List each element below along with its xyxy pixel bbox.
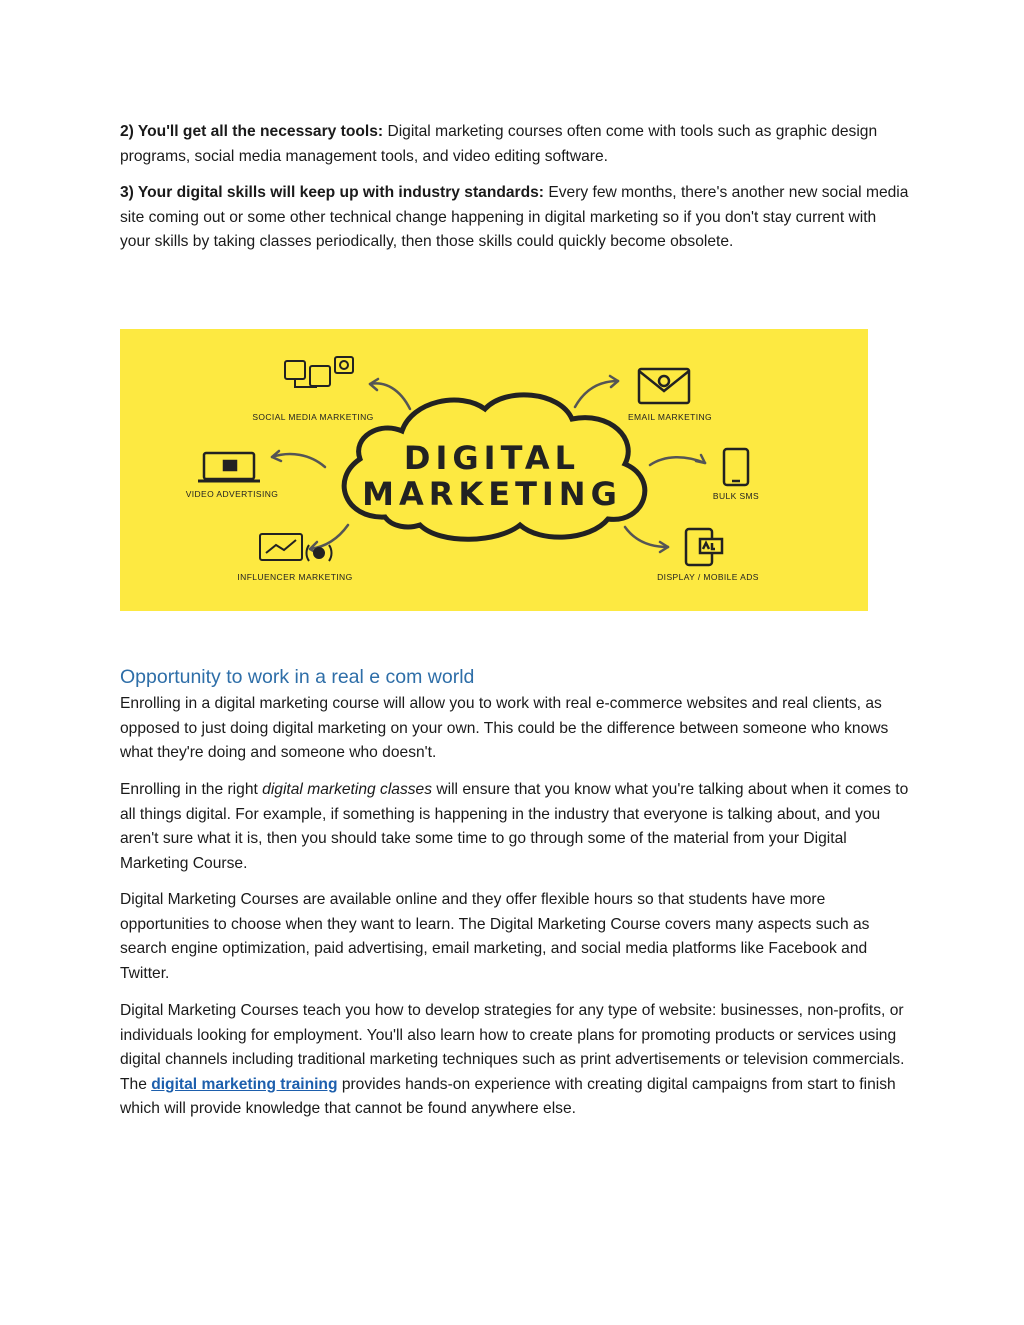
label-video-advertising: VIDEO ADVERTISING [185, 489, 279, 499]
digital-marketing-training-link[interactable]: digital marketing training [151, 1075, 338, 1093]
video-icon [198, 453, 260, 481]
display-ad-icon [686, 529, 722, 565]
cloud-title-line2: MARKETING [362, 475, 622, 513]
paragraph-enrolling: Enrolling in a digital marketing course will allow you to work with real e-commerce websites and real clients, as opposed to just doing digital marketing on your own. This could be the difference between someone who knows what they're doing and someone who doesn't. [120, 695, 889, 761]
paragraph-skills-lead: 3) Your digital skills will keep up with industry standards: [120, 184, 545, 201]
label-influencer-marketing: INFLUENCER MARKETING [237, 572, 353, 582]
phone-icon [724, 449, 748, 485]
label-bulk-sms: BULK SMS [712, 491, 760, 501]
email-icon [639, 369, 689, 403]
label-email-marketing: EMAIL MARKETING [627, 412, 713, 422]
social-media-icon [285, 357, 353, 387]
paragraph-strategies-pre: Digital Marketing Courses teach you how to develop strategies for any type of website: businesses, non-profits, or individuals looking for employment. You'll also learn how to create plans for promoting products or services using digital channels including traditional marketing techniques such as print advertisements or television commercials. The [120, 1002, 905, 1093]
paragraph-strategies [120, 999, 910, 1122]
paragraph-tools [120, 120, 910, 169]
paragraph-tools-lead: 2) You'll get all the necessary tools: [120, 123, 384, 140]
paragraph-right-classes-pre: Enrolling in the right [120, 781, 263, 798]
paragraph-right-classes-post: will ensure that you know what you're talking about when it comes to all things digital. For example, if something is happening in the industry that everyone is talking about, and you aren't sure what it is, then you should take some time to go through some of the material from your Digital Marketing Course. [120, 781, 909, 872]
section-heading: Opportunity to work in a real e com world [120, 666, 475, 688]
cloud-title-line1: DIGITAL [403, 439, 581, 477]
paragraph-skills-text: Every few months, there's another new social media site coming out or some other technical change happening in digital marketing so if you don't stay current with your skills by taking classes periodically, then those skills could quickly become obsolete. [120, 184, 909, 250]
banner-graphic [120, 329, 868, 611]
label-social-media-marketing: SOCIAL MEDIA MARKETING [252, 412, 374, 422]
paragraph-skills [120, 181, 910, 255]
label-display-mobile-ads: DISPLAY / MOBILE ADS [657, 572, 759, 582]
paragraph-tools-text: Digital marketing courses often come with tools such as graphic design programs, social media management tools, and video editing software. [120, 123, 878, 165]
paragraph-right-classes [120, 778, 910, 876]
digital-marketing-banner [120, 329, 868, 611]
arrow-social [370, 383, 410, 409]
paragraph-strategies-post: provides hands-on experience with creating digital campaigns from start to finish which will provide knowledge that cannot be found anywhere else. [120, 1075, 896, 1117]
paragraph-online-courses: Digital Marketing Courses are available online and they offer flexible hours so that students have more opportunities to choose when they want to learn. The Digital Marketing Course covers many aspects such as search engine optimization, paid advertising, email marketing, and social media platforms like Facebook and Twitter. [120, 891, 870, 982]
influencer-icon [260, 534, 332, 561]
paragraph-right-classes-italic: digital marketing classes [262, 781, 433, 798]
